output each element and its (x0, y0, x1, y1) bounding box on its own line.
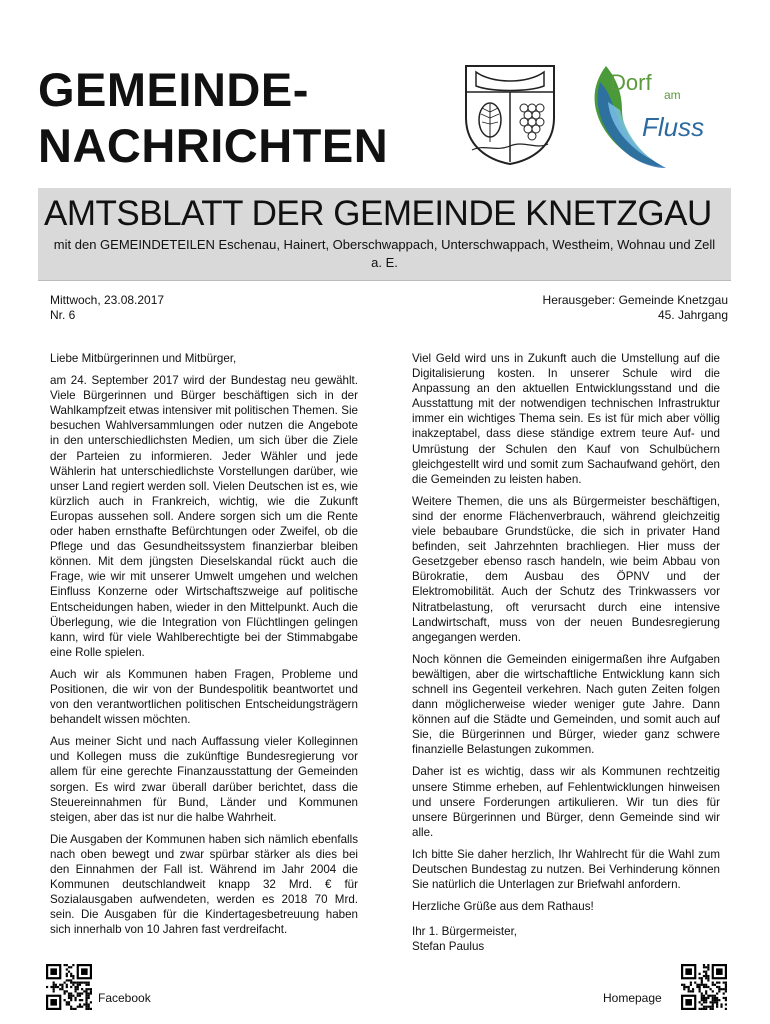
closing-greeting: Herzliche Grüße aus dem Rathaus! (412, 900, 594, 914)
issue-number: Nr. 6 (50, 308, 76, 322)
salutation: Liebe Mitbürgerinnen und Mitbürger, (50, 352, 237, 365)
logo-word-dorf: Dorf (610, 70, 652, 95)
paragraph: Viel Geld wird uns in Zukunft auch die Umstellung auf die Digitalisierung kosten. In unserer Schule wird die Anpassung an den aktuellen Entwicklungsstand und die Ausstattung mit der notwendigen technischen Infrastruktur immer ein wichtiges Thema sein. Es ist für mich aber völlig inakzeptabel, dass diese ständige extrem teure Auf- und Umrüstung der Schulen den Kauf von Schulbüchern gleichgestellt wird und somit zum Sachaufwand gehört, den die Gemeinden zu leisten haben. (412, 352, 720, 486)
amtsblatt-banner (38, 188, 731, 281)
publisher-info (543, 293, 728, 323)
issue-date: Mittwoch, 23.08.2017 (50, 293, 165, 307)
paragraph: Die Ausgaben der Kommunen haben sich nämlich ebenfalls nach oben bewegt und zwar spürbar stärker als dies bei den Einnahmen der Fall ist. Während im Jahr 2004 die Kommunen deutschlandweit knapp 32 Mrd. € für Sozialausgaben aufwendeten, werden es 2018 70 Mrd. sein. Die Ausgaben für die Kindertagesbetreuung haben sich innerhalb von 10 Jahren fast verdreifacht. (50, 832, 358, 937)
dorf-am-fluss-logo (586, 62, 718, 172)
paragraph: Daher ist es wichtig, dass wir als Kommunen rechtzeitig unsere Stimme erheben, auf Fehlentwicklungen hinweisen und unsere Forderungen artikulieren. Wir tun dies für unsere Bürgerinnen und Bürger, denn Gemeinde sind wir alle. (412, 765, 720, 839)
signature-name: Stefan Paulus (412, 940, 485, 954)
banner-subtitle: mit den GEMEINDETEILEN Eschenau, Hainert, Oberschwappach, Unterschwappach, Westheim, Wohnau und Zell a. E. (53, 237, 716, 270)
issue-info (50, 293, 164, 323)
title-line-2: NACHRICHTEN (38, 119, 389, 172)
paragraph: Auch wir als Kommunen haben Fragen, Probleme und Positionen, die wir von der Bundespolitik beantwortet und von den verantwortlichen politischen Entscheidungsträgern behandelt wissen möchten. (50, 667, 358, 727)
publisher: Herausgeber: Gemeinde Knetzgau (542, 293, 728, 307)
volume: 45. Jahrgang (657, 308, 728, 322)
paragraph: am 24. September 2017 wird der Bundestag neu gewählt. Viele Bürgerinnen und Bürger beschäftigen sich in der Wahlkampfzeit etwas intensiver mit politischen Themen. Sie besuchen Wahlversammlungen oder nutzen die Angebote in den unterschiedlichsten Medien, um sich über die Ziele der Parteien zu informieren. Jeder Wähler und jede Wählerin hat unterschiedlichste Vorstellungen darüber, wie unser Land regiert werden soll. Vielen Deutschen ist es, wie kürzlich auch in Frankreich, wichtig, wie die Zukunft Europas aussehen soll. Andere sorgen sich um die Rente oder haben ernsthafte Befürchtungen oder Zweifel, ob die Pflege und das Gesundheitssystem finanzierbar bleiben können. Mit dem jüngsten Dieselskandal rückt auch die Frage, wie wir mit unserer Umwelt umgehen und welchen Einfluss Konzerne oder Wirtschaftszweige auf politische Entscheidungen haben, wieder in den Mittelpunkt. Auch die Überlegung, wie die Integration von Flüchtlingen gelingen kann, wird für viele Wahlberechtigte bei der Stimmabgabe eine Rolle spielen. (50, 374, 358, 659)
paragraph: Weitere Themen, die uns als Bürgermeister beschäftigen, sind der enorme Flächenverbrauch, während gleichzeitig viele bebaubare Grundstücke, die sich in privater Hand befinden, seit Jahrzehnten brachliegen. Hier muss der Gesetzgeber ebenso rasch handeln, wie beim Abbau von Bürokratie, dem Ausbau des ÖPNV und der Elektromobilität. Auch der Schutz des Trinkwassers vor Nitratbelastung, oft verursacht durch eine intensive Landwirtschaft, muss von der neuen Bundesregierung angegangen werden. (412, 494, 720, 644)
left-column (50, 351, 358, 944)
right-column (412, 351, 720, 961)
coat-of-arms-icon (462, 62, 558, 166)
logo-word-am: am (664, 88, 681, 102)
banner-title: AMTSBLATT DER GEMEINDE KNETZGAU (44, 194, 712, 233)
newsletter-title (38, 62, 388, 174)
logo-word-fluss: Fluss (642, 112, 705, 142)
signature-title: Ihr 1. Bürgermeister, (412, 925, 518, 939)
homepage-label: Homepage (603, 991, 662, 1005)
paragraph: Noch können die Gemeinden einigermaßen ihre Aufgaben bewältigen, aber die wirtschaftliche Entwicklung kann sich schnell ins Gegenteil verkehren. Nach guten Zeiten folgen dann möglicherweise wieder weniger gute Jahre. Dann können auf die Städte und Gemeinden, und somit auch auf Sie, die Bürgerinnen und Bürger, wieder ganz schwere finanzielle Belastungen zukommen. (412, 652, 720, 757)
signature (412, 924, 720, 954)
title-line-1: GEMEINDE- (38, 63, 309, 116)
paragraph: Ich bitte Sie daher herzlich, Ihr Wahlrecht für die Wahl zum Deutschen Bundestag zu nutzen. Bei Verhinderung können Sie natürlich die Unterlagen zur Briefwahl anfordern. (412, 847, 720, 892)
facebook-qr-code-icon[interactable] (46, 964, 92, 1010)
paragraph: Aus meiner Sicht und nach Auffassung vieler Kolleginnen und Kollegen muss die zukünftige Bundesregierung vor allem für eine gerechte Finanzausstattung der Gemeinden sorgen. Es wird zwar überall darüber berichtet, dass die Steuereinnahmen für Bund, Länder und Kommunen steigen, aber das ist nur die halbe Wahrheit. (50, 735, 358, 824)
facebook-label: Facebook (98, 991, 151, 1005)
homepage-qr-code-icon[interactable] (681, 964, 727, 1010)
